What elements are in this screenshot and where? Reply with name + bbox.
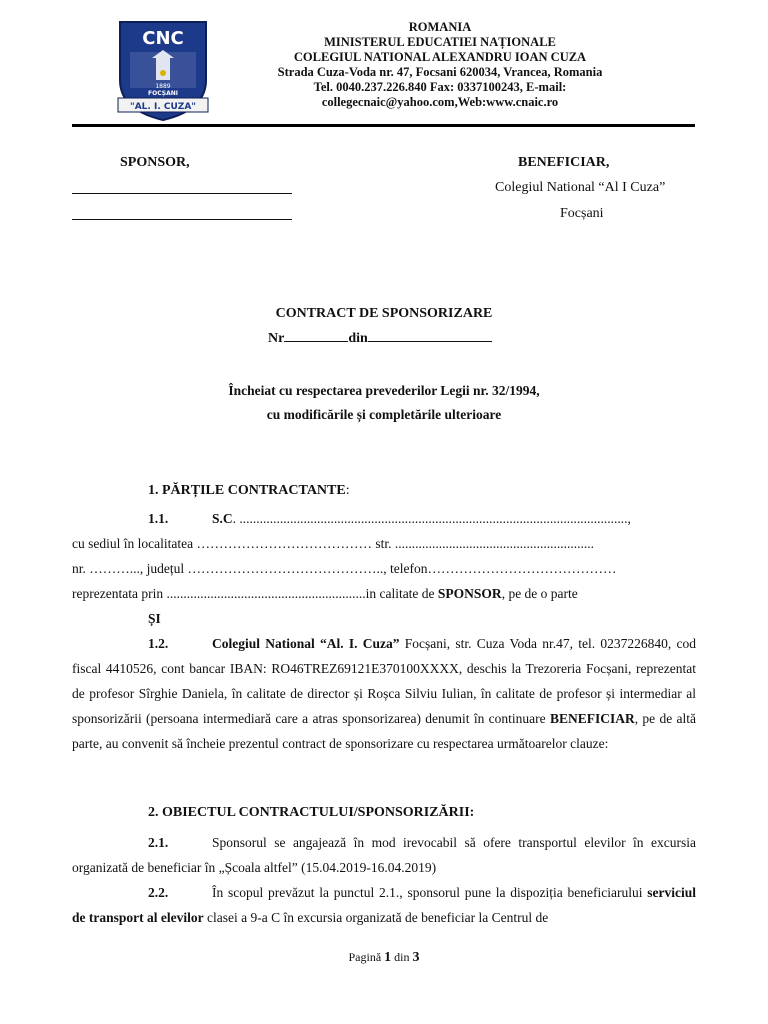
page-label: Pagină xyxy=(348,950,382,964)
beneficiar-label: BENEFICIAR, xyxy=(518,155,610,170)
header-divider xyxy=(72,124,695,127)
item-1-1: 1.1. S.C. ..................................................................................................................., xyxy=(148,511,631,526)
law-line-2: cu modificările și completările ulterioare xyxy=(266,407,502,422)
letterhead-ministry: MINISTERUL EDUCATIEI NAȚIONALE xyxy=(324,35,556,49)
letterhead-email: collegecnaic@yahoo.com,Web:www.cnaic.ro xyxy=(321,95,559,109)
letterhead xyxy=(230,20,650,110)
din-label: din xyxy=(348,331,368,346)
section-1-heading: 1. PĂRȚILE CONTRACTANTE: xyxy=(148,483,350,498)
law-line-1: Încheiat cu respectarea prevederilor Legii nr. 32/1994, xyxy=(228,383,540,398)
sponsor-line-2 xyxy=(72,219,292,220)
letterhead-school: COLEGIUL NATIONAL ALEXANDRU IOAN CUZA xyxy=(293,50,587,64)
line-sediu: cu sediul în localitatea ………………………………… str. ........................................................... xyxy=(72,536,594,551)
si-label: ȘI xyxy=(148,611,161,626)
sponsor-line-1 xyxy=(72,193,292,194)
beneficiar-city: Focșani xyxy=(560,206,604,221)
logo-cnc-text: CNC xyxy=(142,28,184,49)
logo-banner-text: "AL. I. CUZA" xyxy=(130,102,196,112)
line-nr-judet: nr. ………..., județul …………………………………….., telefon…………………………………… xyxy=(72,561,617,576)
item-2-1: 2.1. Sponsorul se angajează în mod irevocabil să ofere transportul elevilor în excursia organizată de beneficiar în „Școala altfel” (15.04.2019-16.04.2019) xyxy=(72,835,696,875)
item-1-2: 1.2. Colegiul National “Al. I. Cuza” Focșani, str. Cuza Voda nr.47, tel. 0237226840, cod fiscal 4410526, cont bancar IBAN: RO46TREZ69121E370100XXXX, deschis la Trezoreria Focșani, reprezentat de profesor Sîrghie Daniela, în calitate de director și Roșca Silviu Iulian, în calitate de profesor și intermediar al sponsorizării (persoana intermediară care a atras sponsorizarea) denumit în continuare BENEFICIAR, pe de altă parte, au convenit să încheie prezentul contract de sponsorizare cu respectarea următoarelor clauze: xyxy=(72,636,696,751)
beneficiar-name: Colegiul National “Al I Cuza” xyxy=(495,180,666,195)
page-number: 1 xyxy=(384,950,392,965)
logo-year-text: 1889 xyxy=(155,83,171,90)
page-total: 3 xyxy=(412,950,420,965)
page-footer xyxy=(0,950,768,966)
letterhead-phone: Tel. 0040.237.226.840 Fax: 0337100243, E-mail: xyxy=(313,80,567,94)
letterhead-address: Strada Cuza-Voda nr. 47, Focsani 620034, Vrancea, Romania xyxy=(277,65,603,79)
logo-city-text: FOCȘANI xyxy=(148,90,178,97)
contract-number-line xyxy=(268,331,492,347)
of-label: din xyxy=(394,950,410,964)
section-2-heading: 2. OBIECTUL CONTRACTULUI/SPONSORIZĂRII: xyxy=(148,805,475,820)
line-reprezentata: reprezentata prin ...........................................................in calitate de SPONSOR, pe de o parte xyxy=(72,586,578,601)
sponsor-label: SPONSOR, xyxy=(120,155,190,170)
letterhead-country: ROMANIA xyxy=(408,20,472,34)
contract-title: CONTRACT DE SPONSORIZARE xyxy=(275,306,493,321)
school-logo xyxy=(116,18,210,122)
nr-label: Nr xyxy=(268,331,285,346)
item-2-2: 2.2. În scopul prevăzut la punctul 2.1., sponsorul pune la dispoziția beneficiarului serviciul de transport al elevilor clasei a 9-a C în excursia organizată de beneficiar la Centrul de xyxy=(72,885,696,925)
